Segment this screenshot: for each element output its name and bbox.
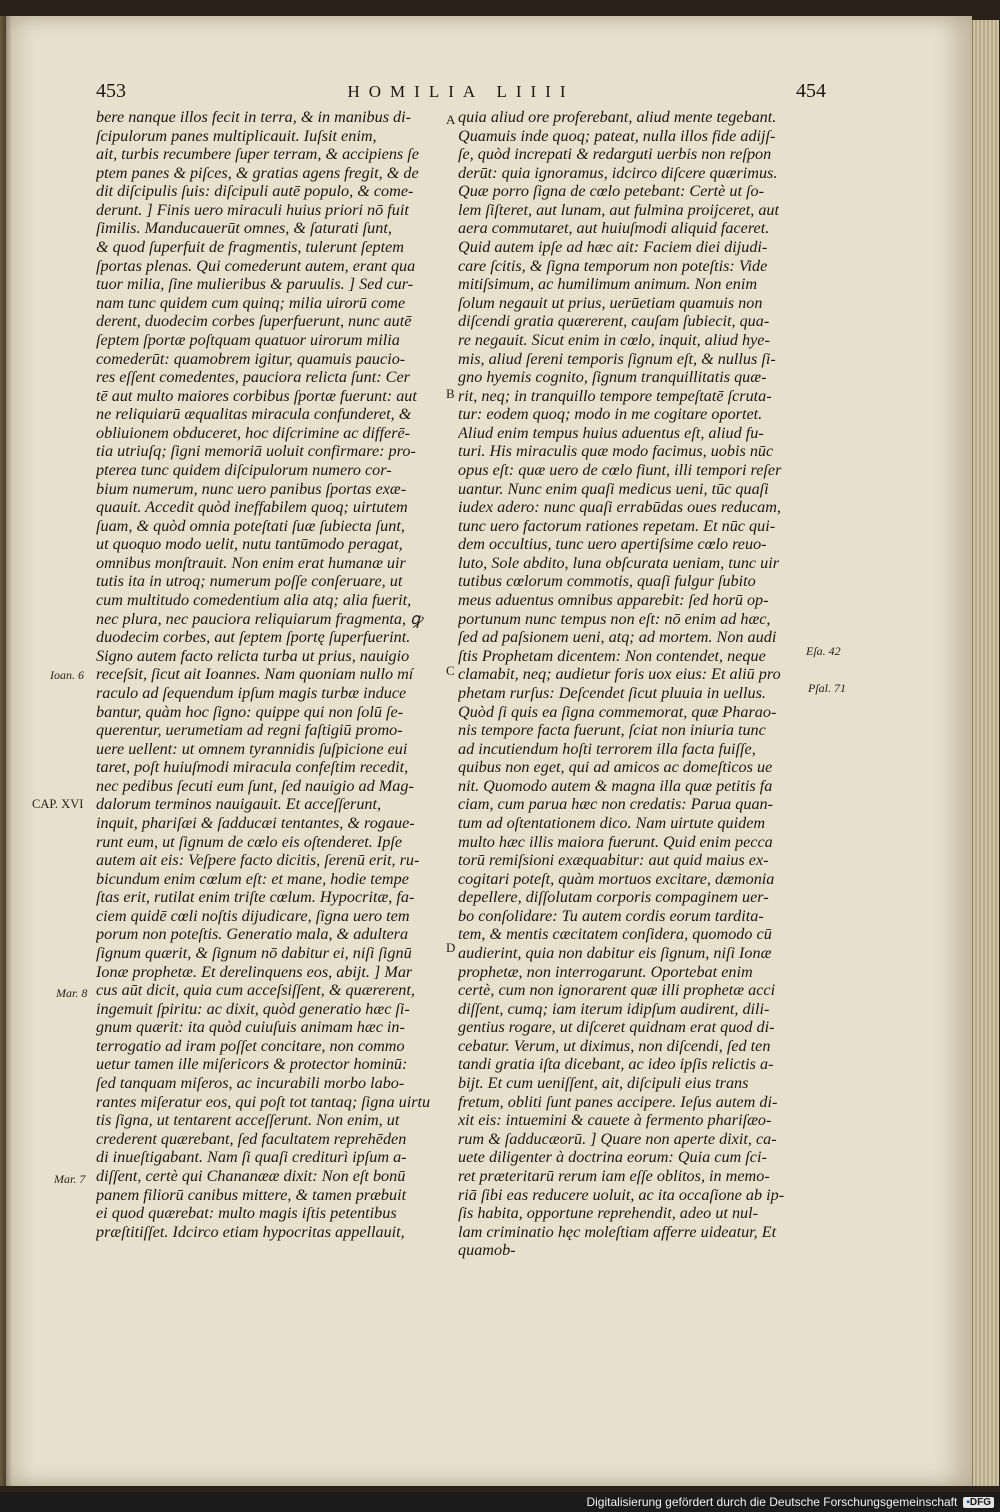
text-line: ret præteritarū rerum iam eſſe oblitos, in memo- (458, 1166, 770, 1185)
text-line: terrogatio ad iram poſſet concitare, non commo (96, 1036, 405, 1055)
section-letter-d: D (446, 940, 456, 955)
text-line: opus eſt: quæ uero de cœlo fiunt, illi tempori reſer (458, 460, 782, 479)
text-line: clamabit, neq; audietur foris uox eius: Et aliū pro (458, 665, 781, 684)
text-line: ſtis Prophetam dicentem: Non contendet, neque (458, 646, 766, 665)
text-line: Quòd ſi quis ea ſigna commemorat, quæ Pharao- (458, 702, 777, 721)
text-line: quamob- (458, 1241, 516, 1260)
text-line: phetam rurſus: Deſcendet ſicut pluuia in uellus. (458, 683, 766, 702)
text-line: mitiſsimum, ac humilimum animum. Non enim (458, 275, 758, 294)
text-line: raculo ad ſequendum ipſum magis turbæ induce (96, 683, 407, 702)
text-line: xit eis: intuemini & cauete à fermento phariſæo- (458, 1111, 772, 1130)
text-line: ne reliquiarū æqualitas miracula confunderet, & (96, 405, 412, 424)
text-line: nit. Quomodo autem & magna illa quæ petitis fa (458, 776, 773, 795)
text-line: runt eum, ut ſignum de cœlo eis oſtenderet. Ipſe (96, 832, 403, 851)
text-line: gentius rogare, ut diſceret quidnam erat quod di- (458, 1018, 775, 1037)
text-line: duodecim corbes, aut ſeptem ſportę ſuperfuerint. (96, 628, 411, 647)
text-line: tia utriuſq; ſigni memoriā uoluit confirmare: pro- (96, 442, 416, 461)
text-line: ſis habita, opportune reprehendit, adeo ut nul- (458, 1204, 759, 1223)
text-line: ſed tanquam miſeros, ac incurabili morbo labo- (96, 1074, 405, 1093)
text-line: cum multitudo comedentium alia atq; alia fuerit, (96, 591, 412, 610)
text-line: lem ſiſteret, aut lunam, aut fulmina proijceret, aut (458, 200, 780, 219)
text-line: quibus non eget, qui ad amicos ac domeſticos ue (458, 758, 773, 777)
text-line: rit, neq; in tranquillo tempore tempeſtatē ſcruta- (458, 386, 772, 405)
text-line: derūt: quia ignoramus, idcirco diſcere quærimus. (458, 163, 778, 182)
text-line: crederent quærebant, ſed facultatem reprehēden (96, 1129, 407, 1148)
text-line: Quæ porro ſigna de cœlo petebant: Certè ut ſo- (458, 182, 765, 201)
margin-note-ioan: Ioan. 6 (50, 668, 84, 682)
text-line: querentur, uerumetiam ad regni faſtigiū promo- (96, 721, 403, 740)
text-line: luto, Sole abdito, luna obſcurata ueniam, tunc uir (458, 553, 780, 572)
margin-note-mar7: Mar. 7 (54, 1172, 86, 1186)
text-line: ad incutiendum hoſti terrorem illa facta fuiſſe, (458, 739, 756, 758)
text-line: bo conſolidare: Tu autem cordis eorum tardita- (458, 906, 764, 925)
text-line: multo hæc illis maiora fuerunt. Quid enim pecca (458, 832, 773, 851)
text-line: ſportas plenas. Qui comederunt autem, erant qua (96, 256, 416, 275)
text-line: ciam, cum parua hæc non credatis: Parua quan- (458, 795, 774, 814)
text-line: depellere, diſſolutam corporis compaginem uer- (458, 888, 769, 907)
text-line: panem filiorū canibus mittere, & tamen præbuit (96, 1185, 407, 1204)
text-line: præſtitiſſet. Idcirco etiam hypocritas appellauit, (96, 1222, 405, 1241)
text-line: tur: eodem quoq; modo in me cogitare oportet. (458, 405, 763, 424)
margin-note-chapter: CAP. XVI (32, 797, 84, 811)
text-line: bantur, quàm hoc ſigno: quippe qui non ſolū ſe- (96, 702, 404, 721)
text-line: meus aduentus omnibus apparebit: ſed horū op- (458, 591, 769, 610)
text-line: aera commutaret, aut huiuſmodi aliquid faceret. (458, 219, 770, 238)
text-line: derent, duodecim corbes ſuperfuerunt, nunc autē (96, 312, 412, 331)
text-line: tum ad oſtentationem dico. Nam uirtute quidem (458, 813, 766, 832)
text-line: inquit, phariſæi & ſadducæi tentantes, & rogaue- (96, 813, 415, 832)
text-line: dalorum terminos nauigauit. Et acceſſerunt, (96, 795, 382, 814)
digitization-footer (0, 1492, 1000, 1512)
text-line: Signo autem facto relicta turba ut prius, nauigio (96, 646, 410, 665)
text-line: ſtas erit, rutilat enim triſte cœlum. Hypocritæ, fa- (96, 888, 415, 907)
text-line: Quid autem ipſe ad hæc ait: Faciem diei dijudi- (458, 238, 768, 257)
text-line: nec plura, nec pauciora reliquiarum fragmenta, ꝙ (96, 609, 423, 628)
text-line: comederūt: quamobrem igitur, quamuis paucio- (96, 349, 406, 368)
text-line: quauit. Accedit quòd ineffabilem quoq; uirtutem (96, 498, 408, 517)
text-line: derunt. ] Finis uero miraculi huius priori nō fuit (96, 200, 409, 219)
text-line: diſſent, certè qui Chananææ dixit: Non eſt bonū (96, 1166, 406, 1185)
text-line: ingemuit ſpiritu: ac dixit, quòd generatio hæc ſi- (96, 999, 410, 1018)
text-line: tunc uero factorum rationes repetam. Et nūc qui- (458, 516, 776, 535)
text-line: ait, turbis recumbere ſuper terram, & accipiens ſe (96, 145, 419, 164)
text-line: cebatur. Verum, ut diximus, non diſcendi, ſed ten (458, 1036, 771, 1055)
running-head (96, 80, 826, 106)
footer-credit: Digitalisierung gefördert durch die Deutsche Forschungsgemeinschaft (586, 1495, 958, 1509)
left-page-number: 453 (96, 80, 126, 102)
text-line: receſsit, ſicut ait Ioannes. Nam quoniam nullo mí (96, 665, 414, 684)
section-letter-b: B (446, 386, 455, 401)
text-line: lam criminatio hęc moleſtiam afferre uideatur, Et (458, 1222, 777, 1241)
text-line: porum non poteſtis. Generatio mala, & adultera (96, 925, 409, 944)
text-line: quia aliud ore proferebant, aliud mente tegebant. (458, 108, 777, 126)
margin-note-psal: Pſal. 71 (808, 681, 846, 695)
text-line: prophetæ, non interrogarunt. Oportebat enim (458, 962, 753, 981)
text-line: uere uellent: ut omnem tyrannidis ſuſpicione eui (96, 739, 408, 758)
text-line: tem, & mentis cæcitatem conſidera, quomodo cū (458, 925, 772, 944)
text-line: tuor milia, ſine mulieribus & paruulis. ] Sed cur- (96, 275, 414, 294)
text-line: ſe, quòd increpati & redarguti uerbis non reſpon (458, 145, 772, 164)
text-line: ſcipulorum panes multiplicauit. Iuſsit enim, (96, 126, 377, 145)
text-line: riā ſibi eas reducere uoluit, ac ita occaſione ab ip- (458, 1185, 785, 1204)
text-line: bere nanque illos fecit in terra, & in manibus di- (96, 108, 412, 126)
text-line: ſimilis. Manducauerūt omnes, & ſaturati ſunt, (96, 219, 392, 238)
text-line: uantur. Nunc enim quaſi medicus ueni, tūc quaſi (458, 479, 769, 498)
left-text-column (96, 108, 446, 1241)
text-line: pterea tunc quidem diſcipulorum numero cor- (96, 460, 392, 479)
gutter-shadow (0, 16, 12, 1486)
text-line: autem ait eis: Veſpere facto dicitis, ſerenū erit, ru- (96, 851, 420, 870)
text-line: diſcendi gratia quærerent, cauſam ſubiecit, qua- (458, 312, 770, 331)
text-line: ſuam, & quòd omnia poteſtati ſuæ ſubiecta ſunt, (96, 516, 405, 535)
text-line: dit diſcipulis ſuis: diſcipuli autē populo, & come- (96, 182, 414, 201)
text-line: fretum, obliti ſunt panes accipere. Ieſus autem di- (458, 1092, 778, 1111)
text-line: res eſſent comedentes, pauciora relicta ſunt: Cer (96, 368, 410, 387)
text-line: ptem panes & piſces, & gratias agens fregit, & de (96, 163, 419, 182)
dfg-logo: ▪DFG (963, 1497, 994, 1508)
text-line: rum & ſadducæorū. ] Quare non aperte dixit, ca- (458, 1129, 777, 1148)
text-line: iudex adero: nunc quaſi errabūdas oues reducam, (458, 498, 781, 517)
text-line: cus aūt dicit, quia cum acceſsiſſent, & quærerent, (96, 981, 415, 1000)
text-line: bium numerum, nunc uero panibus ſportas exæ- (96, 479, 407, 498)
right-text-column (458, 108, 808, 1260)
text-line: tandi gratia iſta dicebant, ac ideo ipſis relictis a- (458, 1055, 774, 1074)
text-line: ei quod quærebat: multo magis iſtis petentibus (96, 1204, 397, 1223)
text-line: bijt. Et cum ueniſſent, ait, diſcipuli eius trans (458, 1074, 749, 1093)
text-line: di inueſtigabant. Nam ſi quaſi crediturì ipſum a- (96, 1148, 407, 1167)
section-letter-c: C (446, 663, 455, 678)
text-line: omnibus monſtrauit. Non enim erat humanæ uir (96, 553, 406, 572)
text-line: dem occultius, tunc uero apertiſsime cœlo reuo- (458, 535, 767, 554)
homily-title: HOMILIA LIIII (347, 82, 575, 101)
text-line: gno hyemis cognito, ſignum tranquillitatis quæ- (458, 368, 767, 387)
text-line: diſſent, cumq; iam iterum idipſum audirent, dili- (458, 999, 770, 1018)
text-line: tē aut multo maiores corbibus ſportæ fuerunt: aut (96, 386, 417, 405)
text-line: ſeptem ſportæ poſtquam quatuor uirorum milia (96, 330, 400, 349)
text-line: care ſcitis, & ſigna temporum non poteſtis: Vide (458, 256, 768, 275)
text-line: ut quoquo modo uelit, nutu tantūmodo peragat, (96, 535, 403, 554)
text-line: Aliud enim tempus huius aduentus eſt, aliud fu- (458, 423, 764, 442)
text-line: nec pedibus ſecuti eum ſunt, ſed nauigio ad Mag- (96, 776, 414, 795)
right-page-number: 454 (796, 80, 826, 102)
text-line: Quamuis inde quoq; pateat, nulla illos fide adijſ- (458, 126, 776, 145)
page-fore-edge (972, 20, 999, 1486)
text-line: tis ſigna, ut tentarent acceſſerunt. Non enim, ut (96, 1111, 400, 1130)
section-letter-a: A (446, 112, 456, 127)
text-line: ciem quidē cœli noſtis dijudicare, ſigna uero tem (96, 906, 410, 925)
text-line: bicundum enim cœlum eſt: et mane, hodie tempe (96, 869, 409, 888)
text-line: torū remiſsioni exæquabitur: aut quid maius ex- (458, 851, 769, 870)
text-line: tutis ita in utroq; numerum poſſe conſeruare, ut (96, 572, 403, 591)
text-line: certè, cum non ignorarent quæ illi prophetæ acci (458, 981, 776, 1000)
margin-note-mar8: Mar. 8 (56, 986, 88, 1000)
margin-note-esa: Eſa. 42 (806, 644, 841, 658)
text-line: nam tunc quidem cum quinq; milia uirorū come (96, 293, 406, 312)
text-line: & quod ſuperfuit de fragmentis, tulerunt ſeptem (96, 238, 404, 257)
text-line: re negauit. Sicut enim in cœlo, inquit, aliud hye- (458, 330, 770, 349)
text-line: tutibus cœlorum commotis, quaſi fulgur ſubito (458, 572, 756, 591)
text-line: mis, aliud ſereni temporis ſignum eſt, & nullus ſi- (458, 349, 776, 368)
text-line: gnum quærit: ita quòd cuiuſuis animam hæc in- (96, 1018, 405, 1037)
text-line: ſolum negauit ut prius, uerūetiam quamuis non (458, 293, 763, 312)
text-line: ſed ad paſsionem ueni, atq; ad mortem. Non audi (458, 628, 777, 647)
text-line: uete diligenter à doctrina eorum: Quia cum ſci- (458, 1148, 767, 1167)
text-line: Ionæ prophetæ. Et derelinquens eos, abijt. ] Mar (96, 962, 413, 981)
text-line: uetur tamen ille miſericors & protector hominū: (96, 1055, 408, 1074)
text-line: ſignum quærit, & ſignum nō dabitur ei, niſi ſignū (96, 944, 412, 963)
text-line: audierint, quia non dabitur eis ſignum, niſi Ionæ (458, 944, 772, 963)
text-line: portunum nunc tempus non eſt: nō enim ad hæc, (458, 609, 771, 628)
text-line: turi. His miraculis quæ modo facimus, uobis nūc (458, 442, 774, 461)
text-line: cogitari poteſt, quàm mortuos excitare, dæmonia (458, 869, 775, 888)
text-line: rantes miſeratur eos, qui poſt tot tantaq; ſigna uirtu (96, 1092, 431, 1111)
text-line: obliuionem obduceret, hoc diſcrimine ac differē- (96, 423, 411, 442)
text-line: taret, poſt huiuſmodi miracula confeſtim recedit, (96, 758, 409, 777)
text-line: nis tempore facta fuerunt, ſciat non iniuria tunc (458, 721, 766, 740)
